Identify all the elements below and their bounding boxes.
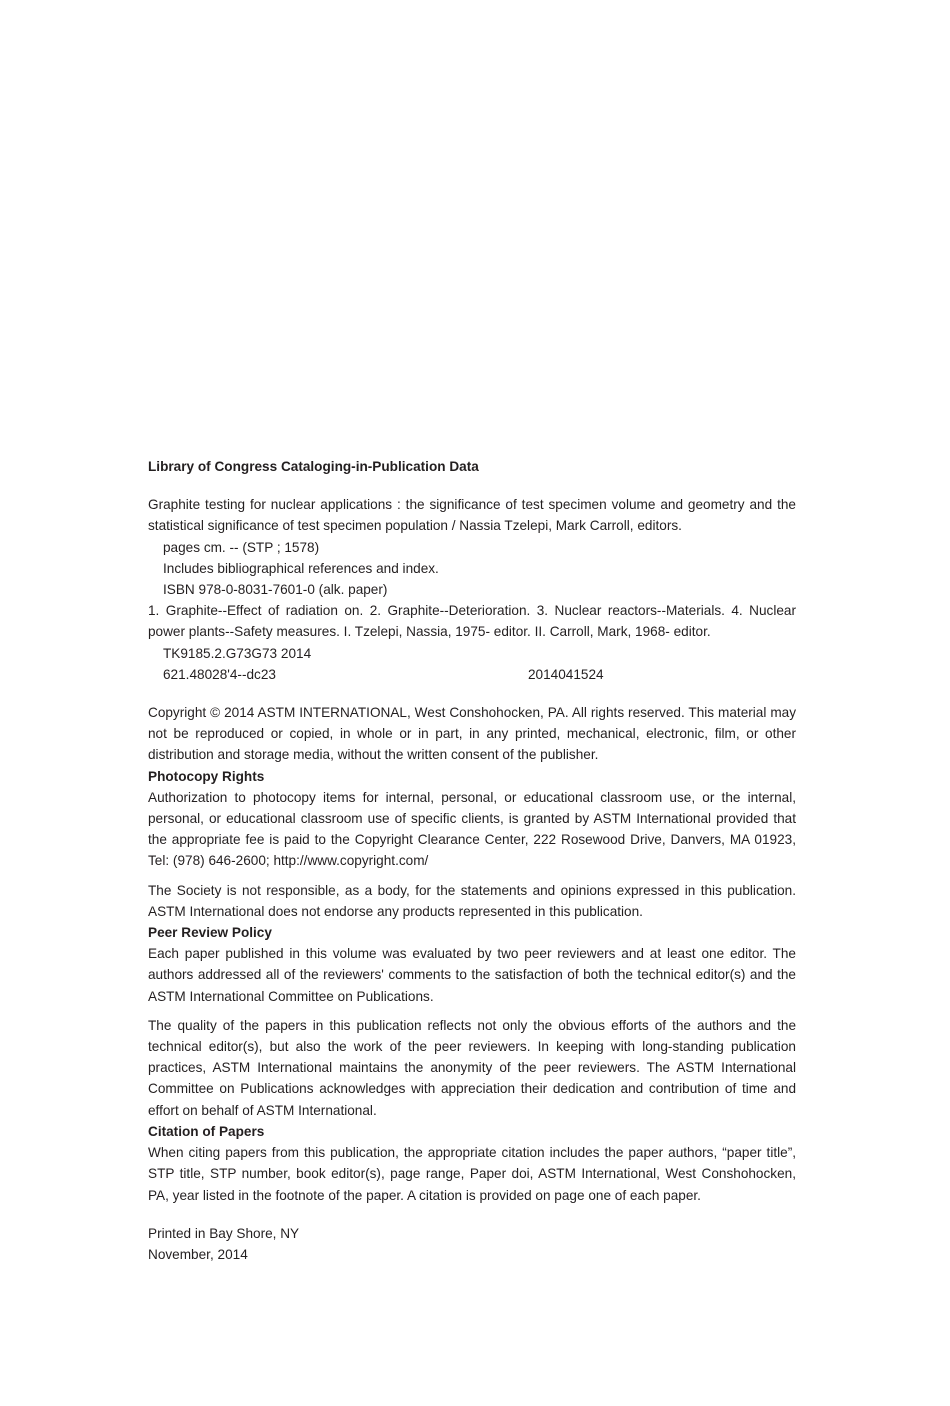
peer-review-text-1: Each paper published in this volume was evaluated by two peer reviewers and at least one editor. The authors addressed all of the reviewers' comments to the satisfaction of both the technical editor(s) and the ASTM International Committee on Publications. <box>148 946 796 1004</box>
society-disclaimer: The Society is not responsible, as a body, for the statements and opinions expressed in this publication. ASTM International does not endorse any products represented in this publication. <box>148 882 796 919</box>
cip-includes: Includes bibliographical references and index. <box>163 560 439 576</box>
citation-text: When citing papers from this publication, the appropriate citation includes the paper authors, “paper title”, STP title, STP number, book editor(s), page range, Paper doi, ASTM International, West Conshohocken, PA, year listed in the footnote of the paper. A citation is provided on page one of each paper. <box>148 1145 796 1203</box>
cip-heading: Library of Congress Cataloging-in-Publication Data <box>148 459 479 474</box>
copyright-page <box>148 456 796 1265</box>
cip-dewey-number: 621.48028'4--dc23 <box>163 666 276 682</box>
photocopy-rights-heading: Photocopy Rights <box>148 768 265 784</box>
cip-record: Graphite testing for nuclear applications : the significance of test specimen volume and geometry and the statistical significance of test specimen population / Nassia Tzelepi, Mark Carroll, editors. <box>148 497 796 534</box>
peer-review-text-2: The quality of the papers in this publication reflects not only the obvious efforts of the authors and the technical editor(s), but also the work of the peer reviewers. In keeping with long-standing publication practices, ASTM International maintains the anonymity of the peer reviewers. The ASTM International Committee on Publications acknowledges with appreciation their dedication and contribution of time and effort on behalf of ASTM International. <box>148 1017 796 1118</box>
citation-heading: Citation of Papers <box>148 1123 265 1139</box>
photocopy-rights-text: Authorization to photocopy items for internal, personal, or educational classroom use, or the internal, personal, or educational classroom use of specific clients, is granted by ASTM International provided that the appropriate fee is paid to the Copyright Clearance Center, 222 Rosewood Drive, Danvers, MA 01923, Tel: (978) 646-2600; http://www.copyright.com/ <box>148 789 796 869</box>
copyright-notice: Copyright © 2014 ASTM INTERNATIONAL, West Conshohocken, PA. All rights reserved. This material may not be reproduced or copied, in whole or in part, in any printed, mechanical, electronic, film, or other distribution and storage media, without the written consent of the publisher. <box>148 705 796 763</box>
cip-pages: pages cm. -- (STP ; 1578) <box>163 539 320 555</box>
printed-date: November, 2014 <box>148 1246 248 1262</box>
cip-isbn: ISBN 978-0-8031-7601-0 (alk. paper) <box>163 582 388 598</box>
printed-location: Printed in Bay Shore, NY <box>148 1225 300 1241</box>
cip-lccn: 2014041524 <box>528 666 604 682</box>
cip-subjects: 1. Graphite--Effect of radiation on. 2. Graphite--Deterioration. 3. Nuclear reactors--Materials. 4. Nuclear power plants--Safety measures. I. Tzelepi, Nassia, 1975- editor. II. Carroll, Mark, 1968- editor. <box>148 603 796 640</box>
peer-review-heading: Peer Review Policy <box>148 925 272 941</box>
cip-classification-row <box>148 664 796 685</box>
cip-lc-call-number: TK9185.2.G73G73 2014 <box>163 645 312 661</box>
